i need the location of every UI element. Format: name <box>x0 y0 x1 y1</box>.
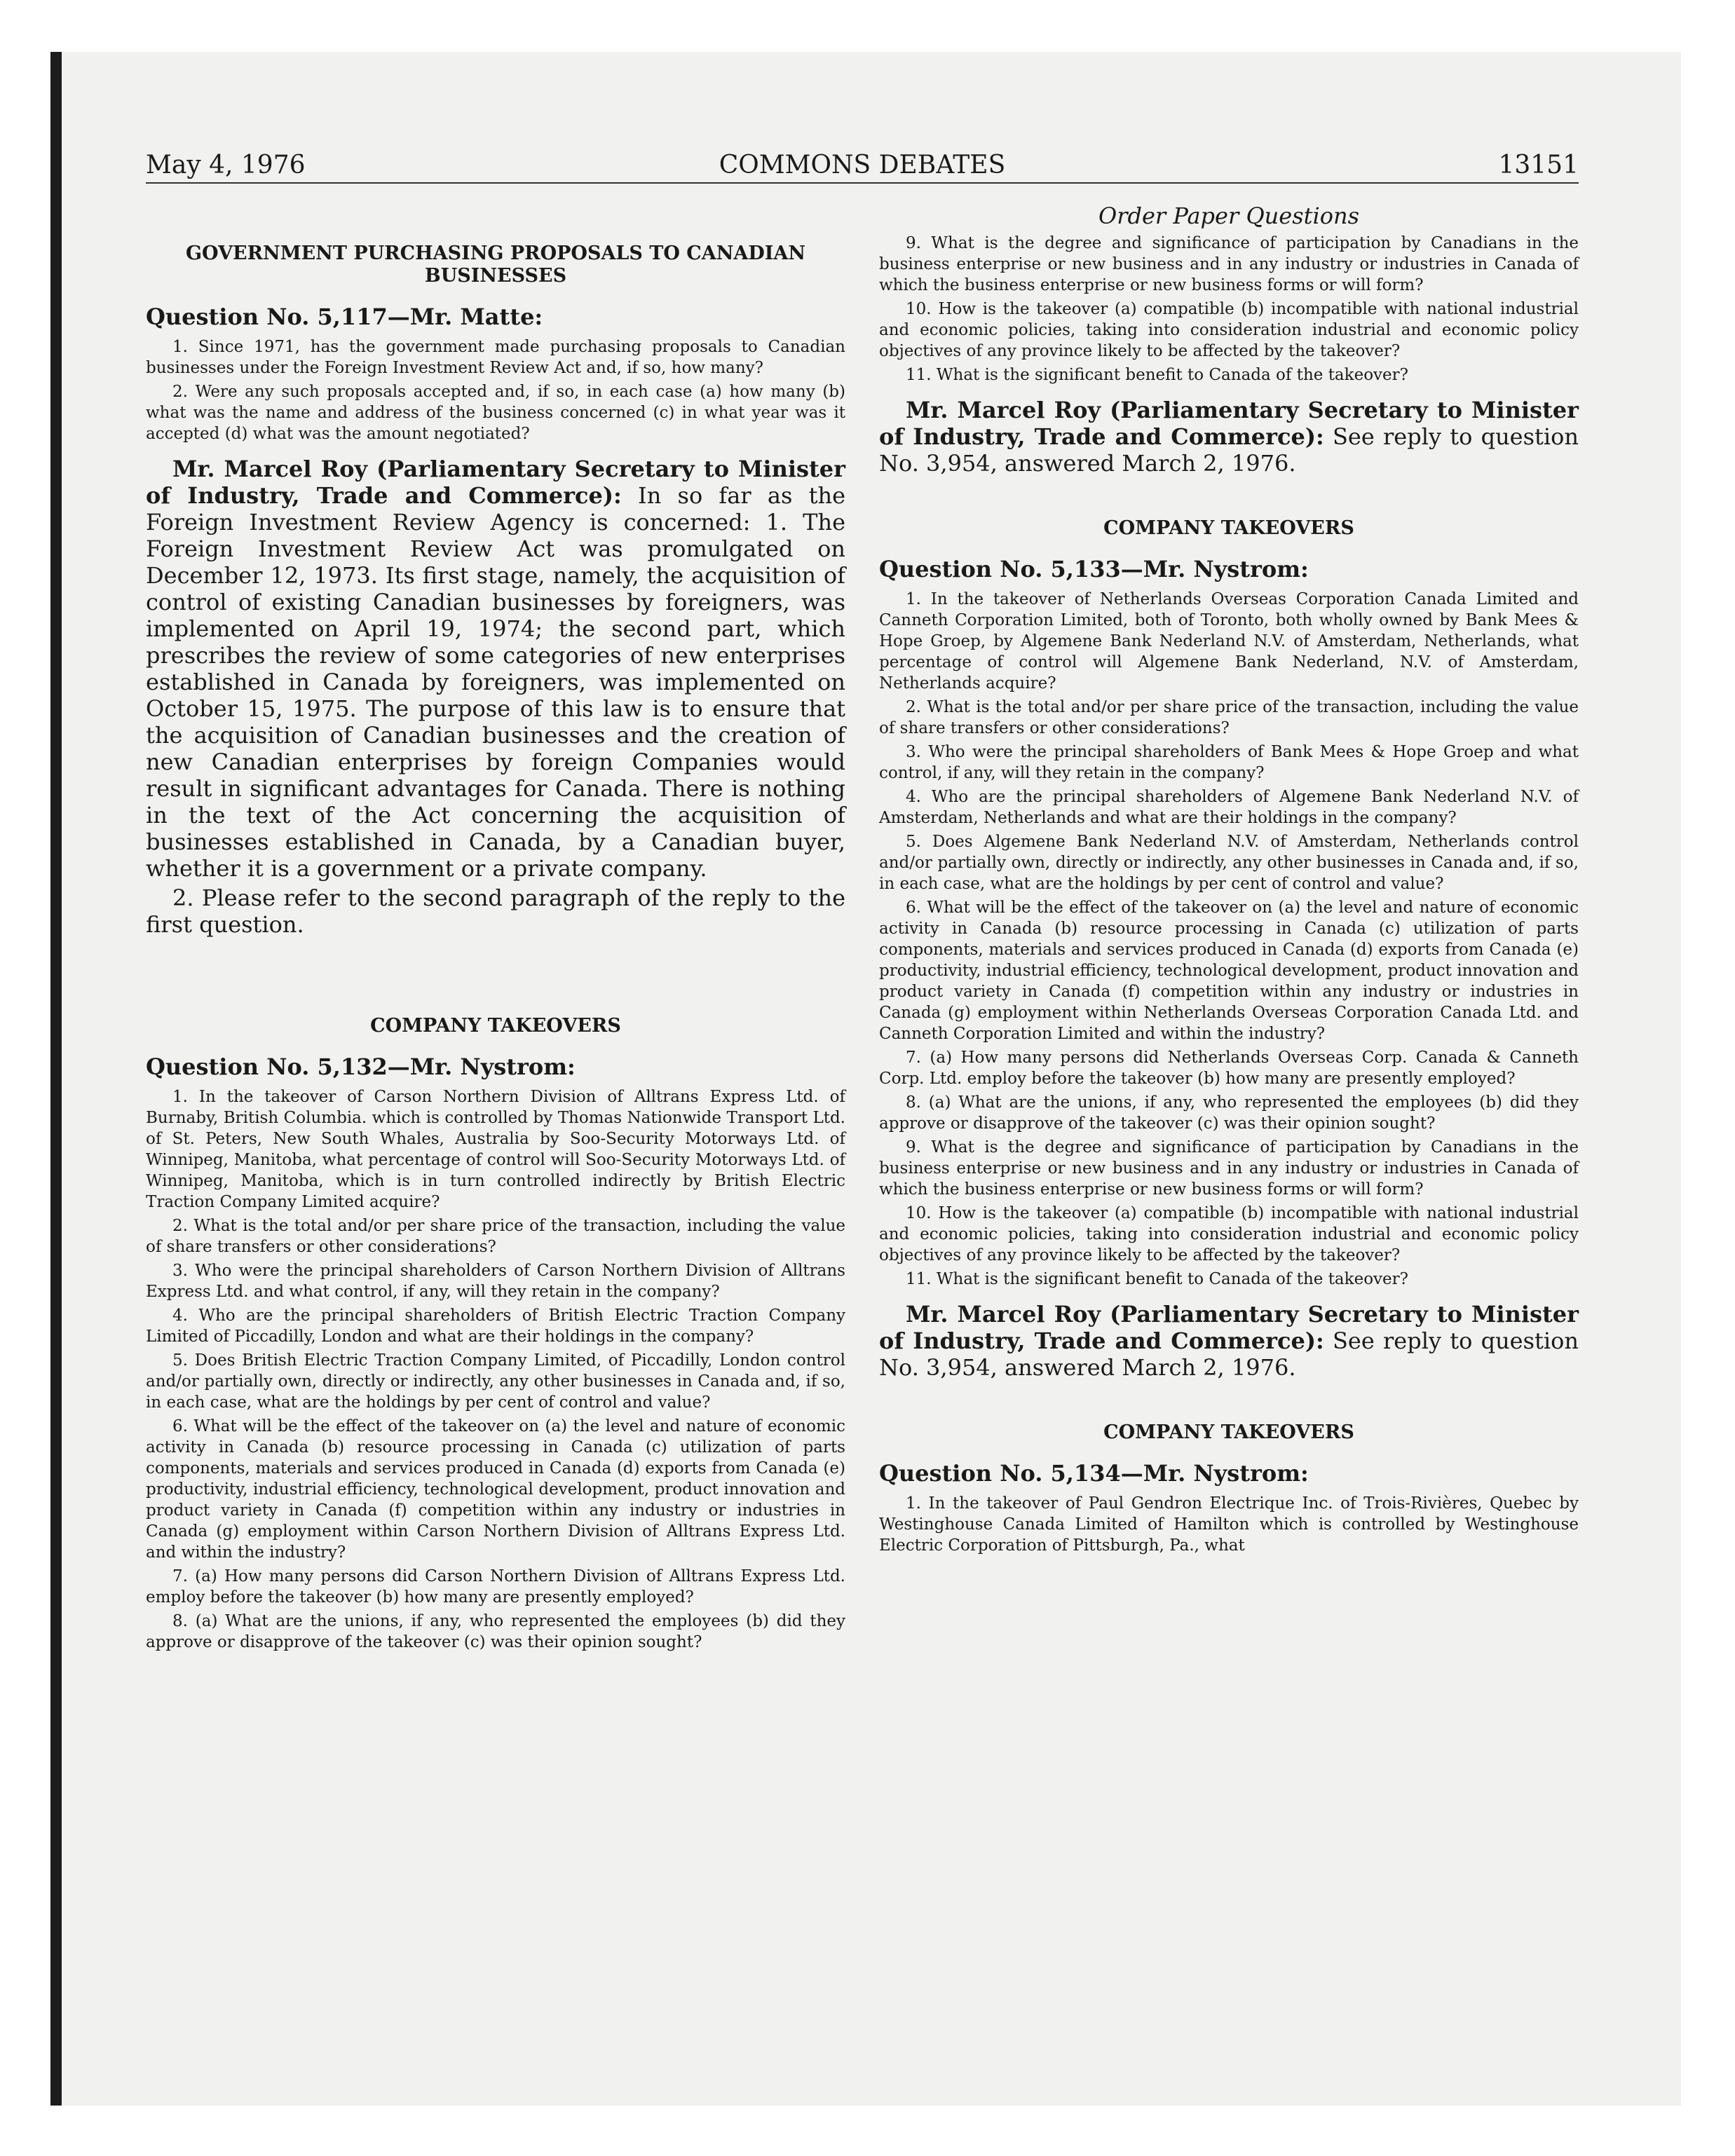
question-item: 5. Does Algemene Bank Nederland N.V. of Amsterdam, Netherlands control and/or partially own, directly or indirectly, any other businesses in Canada and, if so, in each case, what are the holdings by per cent of control and value? <box>879 833 1579 893</box>
question-item: 2. What is the total and/or per share price of the transaction, including the value of share transfers or other considerations? <box>146 1217 845 1256</box>
header-page-number: 13151 <box>1498 151 1579 179</box>
answer-speaker: Mr. Marcel Roy (Parliamentary Secretary to Minister of Industry, Trade and Commerce): <box>879 1301 1579 1354</box>
question-item: 9. What is the degree and significance of participation by Canadians in the business enterprise or new business and in any industry or industries in Canada of which the business enterprise or new business forms or will form? <box>879 1138 1579 1199</box>
question-number: Question No. 5,132— <box>146 1053 410 1080</box>
question-item: 3. Who were the principal shareholders of Carson Northern Division of Alltrans Express Ltd. and what control, if any, will they retain in the company? <box>146 1262 845 1301</box>
question-item: 2. What is the total and/or per share price of the transaction, including the value of share transfers or other considerations? <box>879 698 1579 737</box>
question-item: 8. (a) What are the unions, if any, who represented the employees (b) did they approve or disapprove of the takeover (c) was their opinion sought? <box>146 1612 845 1651</box>
question-item: 5. Does British Electric Traction Company Limited, of Piccadilly, London control and/or partially own, directly or indirectly, any other businesses in Canada and, if so, in each case, what are the holdings by per cent of control and value? <box>146 1351 845 1412</box>
answer-text: See reply to question No. 3,954, answered March 2, 1976. <box>879 1328 1579 1381</box>
question-number: Question No. 5,134— <box>879 1460 1143 1487</box>
answer-speaker: Mr. Marcel Roy (Parliamentary Secretary to Minister of Industry, Trade and Commerce): <box>146 456 845 509</box>
answer-paragraph <box>879 1301 1579 1381</box>
question-title-5133 <box>879 555 1579 583</box>
question-item: 6. What will be the effect of the takeover on (a) the level and nature of economic activity in Canada (b) resource processing in Canada (c) utilization of parts components, materials and services produced in Canada (d) exports from Canada (e) productivity, industrial efficiency, technological development, product innovation and product variety in Canada (f) competition within any industry or industries in Canada (g) employment within Carson Northern Division of Alltrans Express Ltd. and within the industry? <box>146 1417 845 1562</box>
question-title-5134 <box>879 1459 1579 1487</box>
question-title-5132 <box>146 1053 845 1081</box>
question-item: 1. In the takeover of Carson Northern Division of Alltrans Express Ltd. of Burnaby, British Columbia. which is controlled by Thomas Nationwide Transport Ltd. of St. Peters, New South Whales, Australia by Soo-Security Motorways Ltd. of Winnipeg, Manitoba, what percentage of control will Soo-Security Motorways Ltd. of Winnipeg, Manitoba, which is in turn controlled indirectly by British Electric Traction Company Limited acquire? <box>146 1088 845 1211</box>
answer-text: In so far as the Foreign Investment Review Agency is concerned: 1. The Foreign Investment Review Act was promulgated on December 12, 1973. Its first stage, namely, the acquisition of control of existing Canadian businesses by foreigners, was implemented on April 19, 1974; the second part, which prescribes the review of some categories of new enterprises established in Canada by foreigners, was implemented on October 15, 1975. The purpose of this law is to ensure that the acquisition of Canadian businesses and the creation of new Canadian enterprises by foreign Companies would result in significant advantages for Canada. There is nothing in the text of the Act concerning the acquisition of businesses established in Canada, by a Canadian buyer, whether it is a government or a private company. <box>146 482 846 882</box>
question-item: 10. How is the takeover (a) compatible (b) incompatible with national industrial and economic policies, taking into consideration industrial and economic policy objectives of any province likely to be affected by the takeover? <box>879 1204 1579 1264</box>
question-title-5117 <box>146 303 845 331</box>
question-asker: Mr. Nystrom: <box>1143 1460 1309 1487</box>
question-item: 1. In the takeover of Netherlands Overseas Corporation Canada Limited and Canneth Corporation Limited, both of Toronto, both wholly owned by Bank Mees & Hope Groep, by Algemene Bank Nederland N.V. of Amsterdam, Netherlands, what percentage of control will Algemene Bank Nederland, N.V. of Amsterdam, Netherlands acquire? <box>879 590 1579 692</box>
section-heading-takeovers: COMPANY TAKEOVERS <box>1103 1421 1354 1443</box>
answer-paragraph <box>879 397 1579 477</box>
question-number: Question No. 5,133— <box>879 556 1143 582</box>
running-head: Order Paper Questions <box>1098 203 1360 229</box>
header-title: COMMONS DEBATES <box>719 151 1006 179</box>
page-header <box>146 149 1579 184</box>
question-item: 11. What is the significant benefit to Canada of the takeover? <box>906 1270 1408 1288</box>
question-asker: Mr. Nystrom: <box>1143 556 1309 582</box>
question-asker: Mr. Matte: <box>409 303 543 330</box>
question-item: 9. What is the degree and significance of participation by Canadians in the business enterprise or new business and in any industry or industries in Canada of which the business enterprise or new business forms or will form? <box>879 234 1579 294</box>
header-date: May 4, 1976 <box>146 151 306 179</box>
answer-paragraph <box>146 456 845 882</box>
question-item: 8. (a) What are the unions, if any, who represented the employees (b) did they approve or disapprove of the takeover (c) was their opinion sought? <box>879 1093 1579 1133</box>
section-heading-purchasing: GOVERNMENT PURCHASING PROPOSALS TO CANADIAN BUSINESSES <box>185 243 806 287</box>
question-item: 4. Who are the principal shareholders of British Electric Traction Company Limited of Piccadilly, London and what are their holdings in the company? <box>146 1306 845 1346</box>
question-item: 6. What will be the effect of the takeover on (a) the level and nature of economic activity in Canada (b) resource processing in Canada (c) utilization of parts components, materials and services produced in Canada (d) exports from Canada (e) productivity, industrial efficiency, technological development, product innovation and product variety in Canada (f) competition within any industry or industries in Canada (g) employment within Netherlands Overseas Corporation Canada Ltd. and Canneth Corporation Limited and within the industry? <box>879 899 1579 1043</box>
question-number: Question No. 5,117— <box>146 303 410 330</box>
question-item: 4. Who are the principal shareholders of Algemene Bank Nederland N.V. of Amsterdam, Netherlands and what are their holdings in the company? <box>879 788 1579 827</box>
answer-paragraph-2: 2. Please refer to the second paragraph of the reply to the first question. <box>146 885 845 938</box>
question-item: 7. (a) How many persons did Netherlands Overseas Corp. Canada & Canneth Corp. Ltd. employ before the takeover (b) how many are presently employed? <box>879 1049 1579 1088</box>
question-asker: Mr. Nystrom: <box>409 1053 576 1080</box>
question-item: 11. What is the significant benefit to Canada of the takeover? <box>906 366 1408 384</box>
question-item: 2. Were any such proposals accepted and, if so, in each case (a) how many (b) what was the name and address of the business concerned (c) in what year was it accepted (d) what was the amount negotiated? <box>146 383 845 443</box>
question-item: 10. How is the takeover (a) compatible (b) incompatible with national industrial and economic policies, taking into consideration industrial and economic policy objectives of any province likely to be affected by the takeover? <box>879 300 1579 360</box>
section-heading-takeovers: COMPANY TAKEOVERS <box>1103 517 1354 539</box>
right-column <box>879 199 1579 1559</box>
binding-edge <box>50 52 62 2106</box>
question-item: 1. In the takeover of Paul Gendron Electrique Inc. of Trois-Rivières, Quebec by Westinghouse Canada Limited of Hamilton which is controlled by Westinghouse Electric Corporation of Pittsburgh, Pa., what <box>879 1494 1579 1555</box>
question-item: 1. Since 1971, has the government made purchasing proposals to Canadian businesses under the Foreign Investment Review Act and, if so, how many? <box>146 338 845 377</box>
section-heading-takeovers: COMPANY TAKEOVERS <box>370 1015 621 1037</box>
answer-speaker: Mr. Marcel Roy (Parliamentary Secretary to Minister of Industry, Trade and Commerce): <box>879 397 1579 450</box>
question-item: 3. Who were the principal shareholders of Bank Mees & Hope Groep and what control, if any, will they retain in the company? <box>879 743 1579 782</box>
left-column <box>146 199 845 1656</box>
question-item: 7. (a) How many persons did Carson Northern Division of Alltrans Express Ltd. employ before the takeover (b) how many are presently employed? <box>146 1567 845 1606</box>
answer-text: See reply to question No. 3,954, answered March 2, 1976. <box>879 423 1579 477</box>
